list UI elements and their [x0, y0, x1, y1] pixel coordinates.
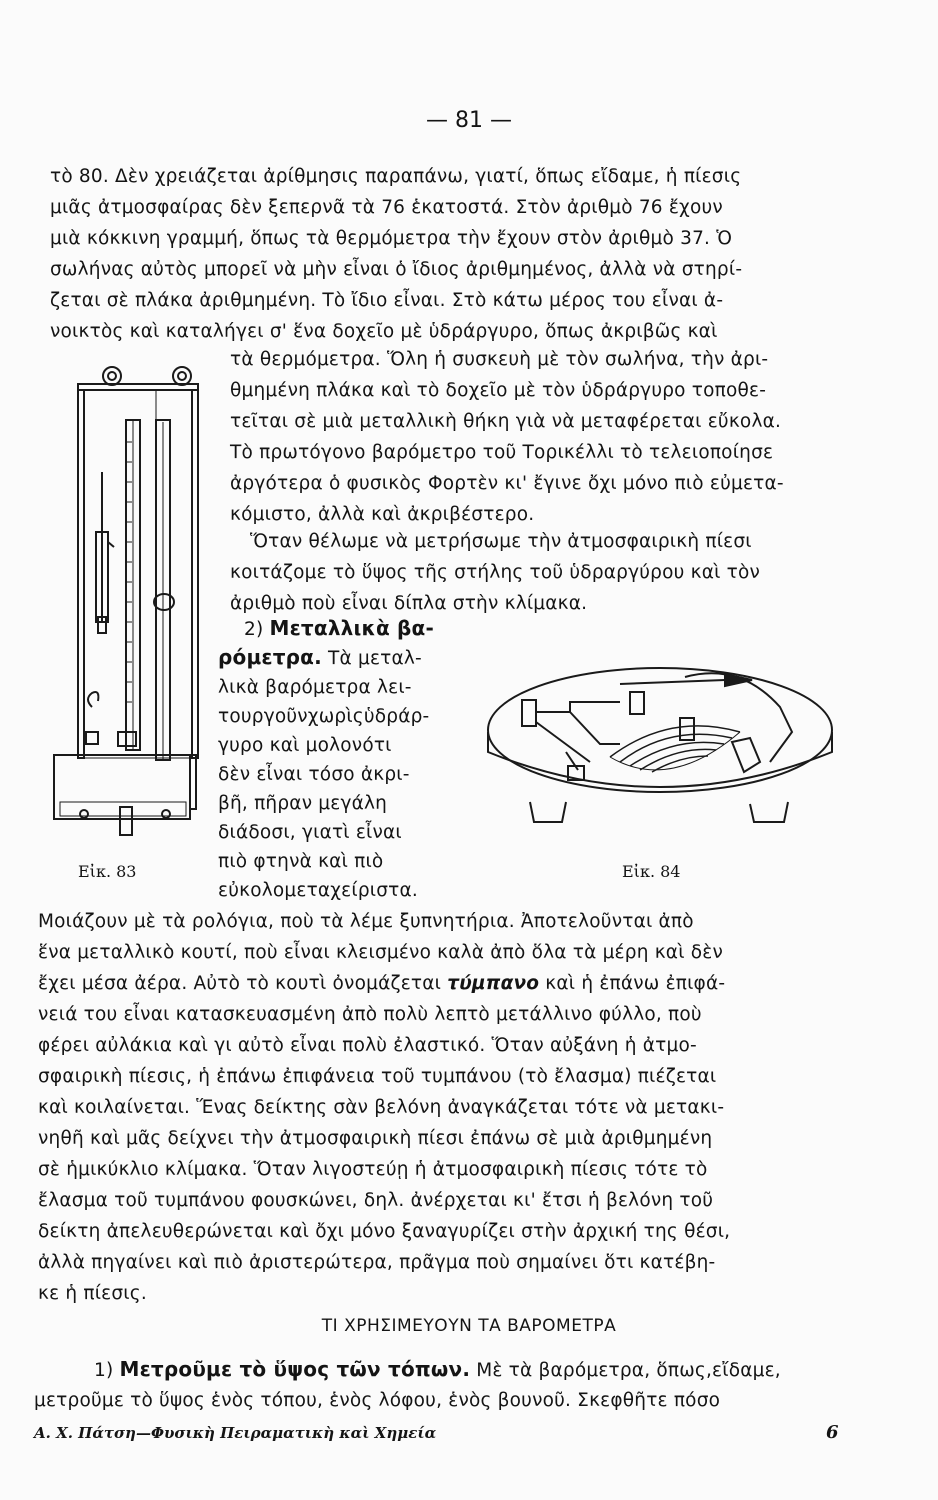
text-line: νειά του εἶναι κατασκευασμένη ἀπὸ πολὺ λεπτὸ μετάλλινο φύλλο, ποὺ	[38, 1004, 702, 1025]
text-line: ἀλλὰ πηγαίνει καὶ πιὸ ἀριστερώτερα, πρᾶγμα ποὺ σημαίνει ὅτι κατέβη-	[38, 1252, 716, 1273]
text-line: θμημένη πλάκα καὶ τὸ δοχεῖο μὲ τὸν ὑδράργυρο τοποθε-	[230, 380, 767, 401]
text-line: πιὸ φτηνὰ καὶ πιὸ	[218, 851, 384, 872]
section-title: Μεταλλικὰ βα-	[269, 616, 434, 640]
text-line: ἔλασμα τοῦ τυμπάνου φουσκώνει, δηλ. ἀνέρχεται κι' ἔτσι ἡ βελόνη τοῦ	[38, 1190, 714, 1211]
text-line: δείκτη ἀπελευθερώνεται καὶ ὄχι μόνο ξαναγυρίζει στὴν ἀρχική της θέσι,	[38, 1221, 731, 1242]
text-line: νηθῆ καὶ μᾶς δείχνει τὴν ἀτμοσφαιρικὴ πίεσι ἐπάνω σὲ μιὰ ἀριθμημένη	[38, 1128, 713, 1149]
section-2-heading	[244, 616, 434, 640]
text-line: τὸ 80. Δὲν χρειάζεται ἀρίθμησις παραπάνω, γιατί, ὅπως εἴδαμε, ἡ πίεσις	[50, 166, 742, 187]
text-fragment: ἔχει μέσα ἀέρα. Αὐτὸ τὸ κουτὶ ὀνομάζεται	[38, 973, 442, 994]
text-fragment: Μὲ τὰ βαρόμετρα, ὅπως,εἴδαμε,	[476, 1360, 781, 1381]
text-line: σὲ ἡμικύκλιο κλίμακα. Ὅταν λιγοστεύῃ ἡ ἀτμοσφαιρικὴ πίεσις τότε τὸ	[38, 1159, 708, 1180]
text-line: δὲν εἶναι τόσο ἀκρι-	[218, 764, 410, 785]
text-line: ἀργότερα ὁ φυσικὸς Φορτὲν κι' ἔγινε ὄχι μόνο πιὸ εὐμετα-	[230, 473, 784, 494]
text-line: κοιτάζομε τὸ ὕψος τῆς στήλης τοῦ ὑδραργύρου καὶ τὸν	[230, 562, 761, 583]
text-line: ἕνα μεταλλικὸ κουτί, ποὺ εἶναι κλεισμένο καλὰ ἀπὸ ὅλα τὰ μέρη καὶ δὲν	[38, 942, 723, 963]
text-line: σωλήνας αὐτὸς μπορεῖ νὰ μὴν εἶναι ὁ ἴδιος ἀριθμημένος, ἀλλὰ νὰ στηρί-	[50, 259, 743, 280]
section-number: 1)	[94, 1360, 114, 1381]
text-line: Μοιάζουν μὲ τὰ ρολόγια, ποὺ τὰ λέμε ξυπνητήρια. Ἀποτελοῦνται ἀπὸ	[38, 911, 694, 932]
text-line: μιὰ κόκκινη γραμμή, ὅπως τὰ θερμόμετρα τὴν ἔχουν στὸν ἀριθμὸ 37. Ὁ	[50, 228, 733, 249]
mercury-barometer-illustration	[40, 362, 200, 842]
text-line: διάδοσι, γιατὶ εἶναι	[218, 822, 402, 843]
text-line: κε ἡ πίεσις.	[38, 1283, 147, 1304]
text-line: λικὰ βαρόμετρα λει-	[218, 677, 412, 698]
text-line: βῆ, πῆραν μεγάλη	[218, 793, 388, 814]
text-line: εὐκολομεταχείριστα.	[218, 880, 418, 901]
section-heading: ΤΙ ΧΡΗΣΙΜΕΥΟΥΝ ΤΑ ΒΑΡΟΜΕΤΡΑ	[321, 1316, 617, 1336]
page-number: — 81 —	[426, 108, 512, 133]
text-line: τεῖται σὲ μιὰ μεταλλικὴ θήκη γιὰ νὰ μεταφέρεται εὔκολα.	[230, 411, 782, 432]
text-line: τουργοῦνχωρὶςὑδράρ-	[218, 706, 430, 727]
aneroid-barometer-illustration	[470, 652, 850, 836]
text-line	[38, 973, 725, 994]
footer-credit: Α. Χ. Πάτση—Φυσικὴ Πειραματικὴ καὶ Χημεία	[34, 1424, 437, 1442]
text-line: μιᾶς ἀτμοσφαίρας δὲν ξεπερνᾶ τὰ 76 ἑκατοστά. Στὸν ἀριθμὸ 76 ἔχουν	[50, 197, 723, 218]
text-line: Τὸ πρωτόγονο βαρόμετρο τοῦ Τορικέλλι τὸ τελειοποίησε	[230, 442, 774, 463]
text-fragment: Τὰ μεταλ-	[328, 648, 422, 669]
text-line: τὰ θερμόμετρα. Ὅλη ἡ συσκευὴ μὲ τὸν σωλήνα, τὴν ἀρι-	[230, 349, 769, 370]
text-line: κόμιστο, ἀλλὰ καὶ ἀκριβέστερο.	[230, 504, 535, 525]
text-line	[94, 1357, 781, 1381]
text-fragment: καὶ ἡ ἐπάνω ἐπιφά-	[545, 973, 726, 994]
term-tympano: τύμπανο	[447, 973, 540, 994]
text-line: γυρο καὶ μολονότι	[218, 735, 392, 756]
text-line: μετροῦμε τὸ ὕψος ἑνὸς τόπου, ἑνὸς λόφου, ἑνὸς βουνοῦ. Σκεφθῆτε πόσο	[34, 1390, 721, 1411]
text-line: σφαιρικὴ πίεσις, ἡ ἐπάνω ἐπιφάνεια τοῦ τυμπάνου (τὸ ἔλασμα) πιέζεται	[38, 1066, 717, 1087]
text-line	[218, 645, 422, 669]
section-title: ρόμετρα.	[218, 645, 322, 669]
section-title: Μετροῦμε τὸ ὕψος τῶν τόπων.	[119, 1357, 471, 1381]
text-line: ἀριθμὸ ποὺ εἶναι δίπλα στὴν κλίμακα.	[230, 593, 588, 614]
text-line: ζεται σὲ πλάκα ἀριθμημένη. Τὸ ἴδιο εἶναι. Στὸ κάτω μέρος του εἶναι ἀ-	[50, 290, 724, 311]
text-line: φέρει αὐλάκια καὶ γι αὐτὸ εἶναι πολὺ ἐλαστικό. Ὅταν αὐξάνη ἡ ἀτμο-	[38, 1035, 697, 1056]
text-line: νοικτὸς καὶ καταλήγει σ' ἕνα δοχεῖο μὲ ὑδράργυρο, ὅπως ἀκριβῶς καὶ	[50, 321, 718, 342]
figure-84-caption: Εἰκ. 84	[622, 862, 681, 881]
section-number: 2)	[244, 619, 264, 640]
signature-number: 6	[826, 1422, 839, 1443]
text-line: καὶ κοιλαίνεται. Ἕνας δείκτης σὰν βελόνη ἀναγκάζεται τότε νὰ μετακι-	[38, 1097, 725, 1118]
figure-83-caption: Εἰκ. 83	[78, 862, 137, 881]
text-line: Ὅταν θέλωμε νὰ μετρήσωμε τὴν ἀτμοσφαιρικὴ πίεσι	[250, 531, 752, 552]
